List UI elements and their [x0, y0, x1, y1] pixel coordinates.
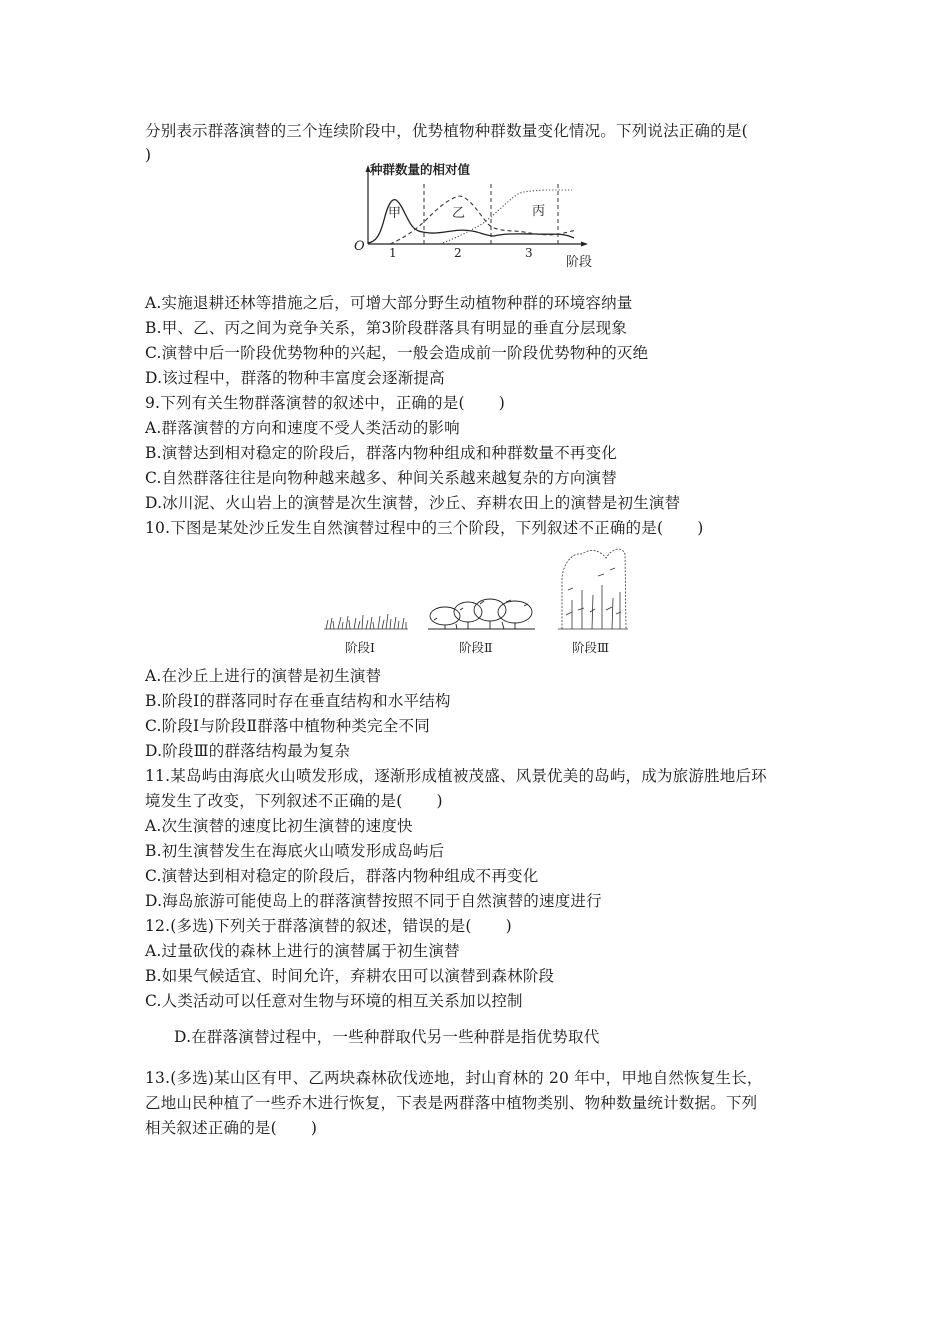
- q13-stem-line1: 13.(多选)某山区有甲、乙两块森林砍伐迹地，封山育林的 20 年中，甲地自然恢复生长，: [145, 1069, 763, 1087]
- q11-stem-line1: 11.某岛屿由海底火山喷发形成，逐渐形成植被茂盛、风景优美的岛屿，成为旅游胜地后环: [145, 767, 767, 785]
- q10-option-b: B.阶段Ⅰ的群落同时存在垂直结构和水平结构: [145, 692, 451, 710]
- q10-option-c: C.阶段Ⅰ与阶段Ⅱ群落中植物种类完全不同: [145, 717, 430, 735]
- q9-stem: [145, 393, 505, 413]
- q12-stem: [145, 916, 512, 936]
- x-axis-label: 阶段: [566, 255, 593, 270]
- q12-stem-text: 12.(多选)下列关于群落演替的叙述，错误的是(: [145, 917, 472, 935]
- grass-illustration-icon: [324, 614, 408, 629]
- q8-stem-line1: 分别表示群落演替的三个连续阶段中，优势植物种群数量变化情况。下列说法正确的是(: [145, 122, 748, 140]
- stage-1-label: 阶段Ⅰ: [345, 640, 375, 655]
- forest-illustration-icon: [558, 549, 628, 629]
- q8-option-c: C.演替中后一阶段优势物种的兴起，一般会造成前一阶段优势物种的灭绝: [145, 344, 649, 362]
- q11-option-d: D.海岛旅游可能使岛上的群落演替按照不同于自然演替的速度进行: [145, 892, 602, 910]
- label-yi: 乙: [452, 206, 466, 221]
- q12-option-d: D.在群落演替过程中，一些种群取代另一些种群是指优势取代: [174, 1028, 600, 1046]
- q11-option-c: C.演替达到相对稳定的阶段后，群落内物种组成不再变化: [145, 867, 539, 885]
- population-chart: [340, 160, 600, 270]
- q9-option-c: C.自然群落往往是向物种越来越多、种间关系越来越复杂的方向演替: [145, 469, 617, 487]
- x-axis-arrow-icon: [581, 242, 588, 247]
- stage-2-label: 阶段Ⅱ: [459, 640, 493, 655]
- q8-option-a: A.实施退耕还林等措施之后，可增大部分野生动植物种群的环境容纳量: [145, 294, 633, 312]
- q11-stem-close: ): [436, 792, 443, 810]
- q13-stem-close: ): [310, 1119, 318, 1137]
- q10-stem-close: ): [697, 519, 704, 537]
- q12-option-c: C.人类活动可以任意对生物与环境的相互关系加以控制: [145, 992, 523, 1010]
- q9-stem-text: 9.下列有关生物群落演替的叙述中，正确的是(: [145, 394, 465, 412]
- q8-stem-line2: ): [145, 146, 152, 164]
- x-tick-3: 3: [525, 246, 533, 260]
- q9-option-b: B.演替达到相对稳定的阶段后，群落内物种组成和种群数量不再变化: [145, 444, 618, 462]
- q9-stem-close: ): [498, 394, 505, 412]
- stage-3-label: 阶段Ⅲ: [572, 640, 610, 655]
- q12-option-a: A.过量砍伐的森林上进行的演替属于初生演替: [145, 942, 460, 960]
- q10-option-a: A.在沙丘上进行的演替是初生演替: [145, 667, 382, 685]
- q10-option-d: D.阶段Ⅲ的群落结构最为复杂: [145, 742, 351, 760]
- q10-stem: [145, 518, 703, 538]
- label-bing: 丙: [532, 204, 546, 219]
- label-jia: 甲: [388, 206, 402, 221]
- origin-label: O: [354, 239, 365, 254]
- q11-option-b: B.初生演替发生在海底火山喷发形成岛屿后: [145, 842, 445, 860]
- q11-option-a: A.次生演替的速度比初生演替的速度快: [145, 817, 413, 835]
- x-tick-1: 1: [389, 246, 397, 260]
- q8-option-b: B.甲、乙、丙之间为竞争关系，第3阶段群落具有明显的垂直分层现象: [145, 319, 628, 337]
- q12-stem-close: ): [505, 917, 512, 935]
- q13-stem-line2: 乙地山民种植了一些乔木进行恢复，下表是两群落中植物类别、物种数量统计数据。下列: [145, 1094, 758, 1112]
- q13-stem-text: 相关叙述正确的是(: [145, 1119, 277, 1137]
- q8-option-d: D.该过程中，群落的物种丰富度会逐渐提高: [145, 369, 445, 387]
- q10-stem-text: 10.下图是某处沙丘发生自然演替过程中的三个阶段，下列叙述不正确的是(: [145, 519, 664, 537]
- q11-stem-line2: [145, 791, 443, 811]
- q11-stem-text: 境发生了改变，下列叙述不正确的是(: [145, 792, 403, 810]
- succession-stages-figure: [310, 540, 650, 660]
- y-axis-label: 种群数量的相对值: [370, 162, 471, 177]
- shrub-illustration-icon: [428, 599, 535, 629]
- q9-option-d: D.冰川泥、火山岩上的演替是次生演替，沙丘、弃耕农田上的演替是初生演替: [145, 494, 681, 512]
- x-tick-2: 2: [454, 246, 462, 260]
- q13-stem-line3: [145, 1118, 317, 1138]
- q12-option-b: B.如果气候适宜、时间允许，弃耕农田可以演替到森林阶段: [145, 967, 555, 985]
- q9-option-a: A.群落演替的方向和速度不受人类活动的影响: [145, 419, 460, 437]
- series-yi-line: [390, 196, 576, 244]
